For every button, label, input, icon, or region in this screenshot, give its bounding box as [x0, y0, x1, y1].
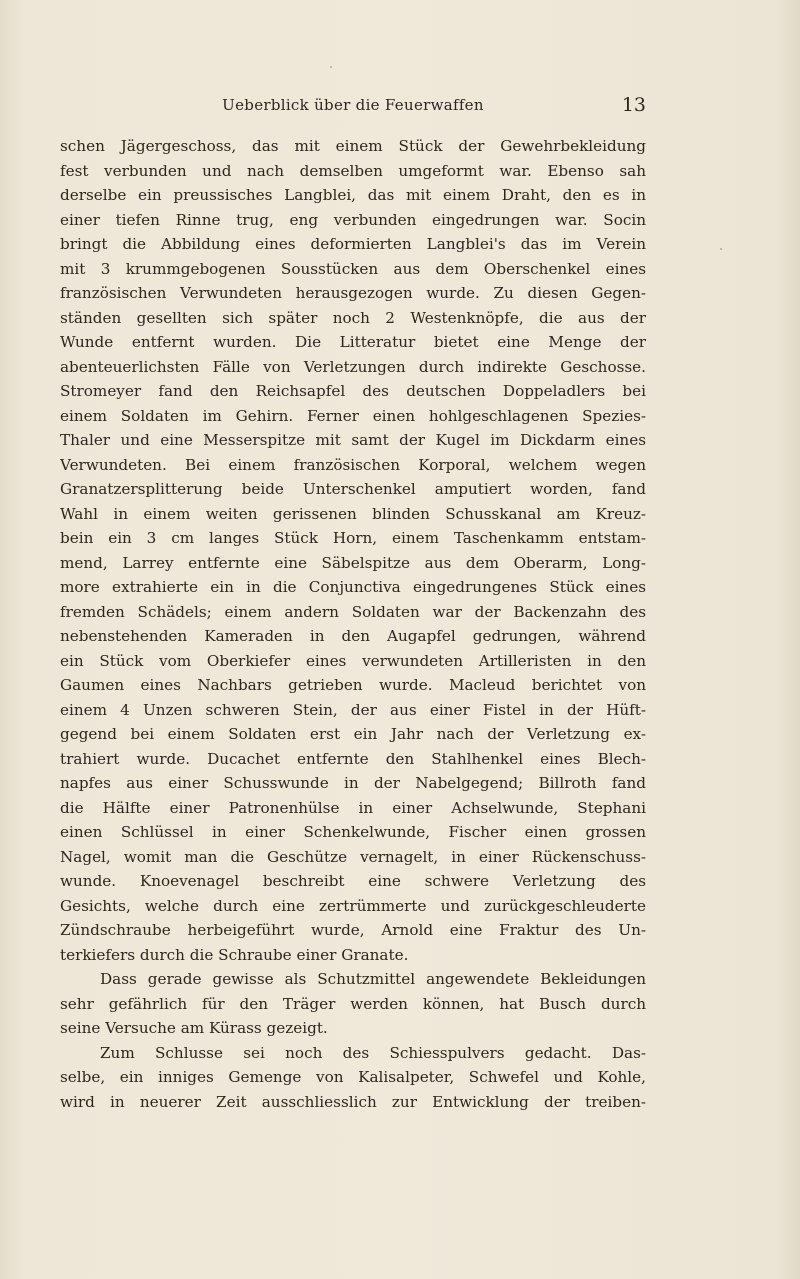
text-line: selbe, ein inniges Gemenge von Kalisalpeter, Schwefel und Kohle,	[60, 1068, 646, 1086]
text-line: Nagel, womit man die Geschütze vernagelt, in einer Rückenschuss-	[60, 847, 646, 866]
paper-speck	[330, 66, 332, 68]
text-line: Verwundeten. Bei einem französischen Korporal, welchem wegen	[60, 455, 646, 474]
text-line: nebenstehenden Kameraden in den Augapfel gedrungen, während	[60, 627, 646, 645]
text-line: einer tiefen Rinne trug, eng verbunden eingedrungen war. Socin	[60, 210, 646, 229]
text-line: fest verbunden und nach demselben umgeformt war. Ebenso sah	[60, 161, 646, 180]
text-line: fremden Schädels; einem andern Soldaten war der Backenzahn des	[60, 602, 646, 621]
text-line: die Hälfte einer Patronenhülse in einer Achselwunde, Stephani	[60, 798, 646, 817]
text-line: Dass gerade gewisse als Schutzmittel angewendete Bekleidungen	[100, 970, 646, 988]
text-line: Zündschraube herbeigeführt wurde, Arnold eine Fraktur des Un-	[60, 921, 646, 939]
text-line: wird in neuerer Zeit ausschliesslich zur Entwicklung der treiben-	[60, 1092, 646, 1111]
text-line: einem 4 Unzen schweren Stein, der aus einer Fistel in der Hüft-	[60, 700, 646, 719]
text-line: trahiert wurde. Ducachet entfernte den Stahlhenkel eines Blech-	[60, 749, 646, 768]
text-line: Wahl in einem weiten gerissenen blinden Schusskanal am Kreuz-	[60, 504, 646, 523]
text-line: Gesichts, welche durch eine zertrümmerte und zurückgeschleuderte	[60, 896, 646, 915]
text-line: einem Soldaten im Gehirn. Ferner einen hohlgeschlagenen Spezies-	[60, 406, 646, 425]
text-line: mend, Larrey entfernte eine Säbelspitze aus dem Oberarm, Long-	[60, 553, 646, 572]
text-line: derselbe ein preussisches Langblei, das mit einem Draht, den es in	[60, 186, 646, 204]
running-head	[60, 96, 646, 120]
text-line: mit 3 krummgebogenen Sousstücken aus dem Oberschenkel eines	[60, 259, 646, 278]
paper-speck	[720, 248, 722, 250]
text-line: Gaumen eines Nachbars getrieben wurde. Macleud berichtet von	[60, 676, 646, 694]
text-line: wunde. Knoevenagel beschreibt eine schwere Verletzung des	[60, 872, 646, 890]
text-line: more extrahierte ein in die Conjunctiva eingedrungenes Stück eines	[60, 578, 646, 596]
text-line: ein Stück vom Oberkiefer eines verwundeten Artilleristen in den	[60, 651, 646, 670]
text-line: ständen gesellten sich später noch 2 Westenknöpfe, die aus der	[60, 308, 646, 327]
text-line: einen Schlüssel in einer Schenkelwunde, Fischer einen grossen	[60, 823, 646, 841]
page-number: 13	[621, 94, 646, 116]
text-line: Zum Schlusse sei noch des Schiesspulvers gedacht. Das-	[100, 1043, 646, 1062]
text-line: Wunde entfernt wurden. Die Litteratur bietet eine Menge der	[60, 333, 646, 351]
text-line: Thaler und eine Messerspitze mit samt der Kugel im Dickdarm eines	[60, 431, 646, 449]
text-line: bein ein 3 cm langes Stück Horn, einem Taschenkamm entstam-	[60, 529, 646, 547]
text-line: seine Versuche am Kürass gezeigt.	[60, 1019, 328, 1037]
text-line: sehr gefährlich für den Träger werden können, hat Busch durch	[60, 994, 646, 1013]
text-line: schen Jägergeschoss, das mit einem Stück der Gewehrbekleidung	[60, 137, 646, 155]
body-text	[60, 134, 646, 1114]
text-line: napfes aus einer Schusswunde in der Nabelgegend; Billroth fand	[60, 774, 646, 792]
text-line: gegend bei einem Soldaten erst ein Jahr nach der Verletzung ex-	[60, 725, 646, 743]
text-line: Granatzersplitterung beide Unterschenkel amputiert worden, fand	[60, 480, 646, 498]
text-line: bringt die Abbildung eines deformierten Langblei's das im Verein	[60, 235, 646, 253]
text-line: französischen Verwundeten herausgezogen wurde. Zu diesen Gegen-	[60, 284, 646, 302]
text-line: Stromeyer fand den Reichsapfel des deutschen Doppeladlers bei	[60, 382, 646, 400]
running-title: Ueberblick über die Feuerwaffen	[222, 96, 484, 114]
text-line: terkiefers durch die Schraube einer Granate.	[60, 945, 409, 964]
text-line: abenteuerlichsten Fälle von Verletzungen durch indirekte Geschosse.	[60, 357, 646, 376]
